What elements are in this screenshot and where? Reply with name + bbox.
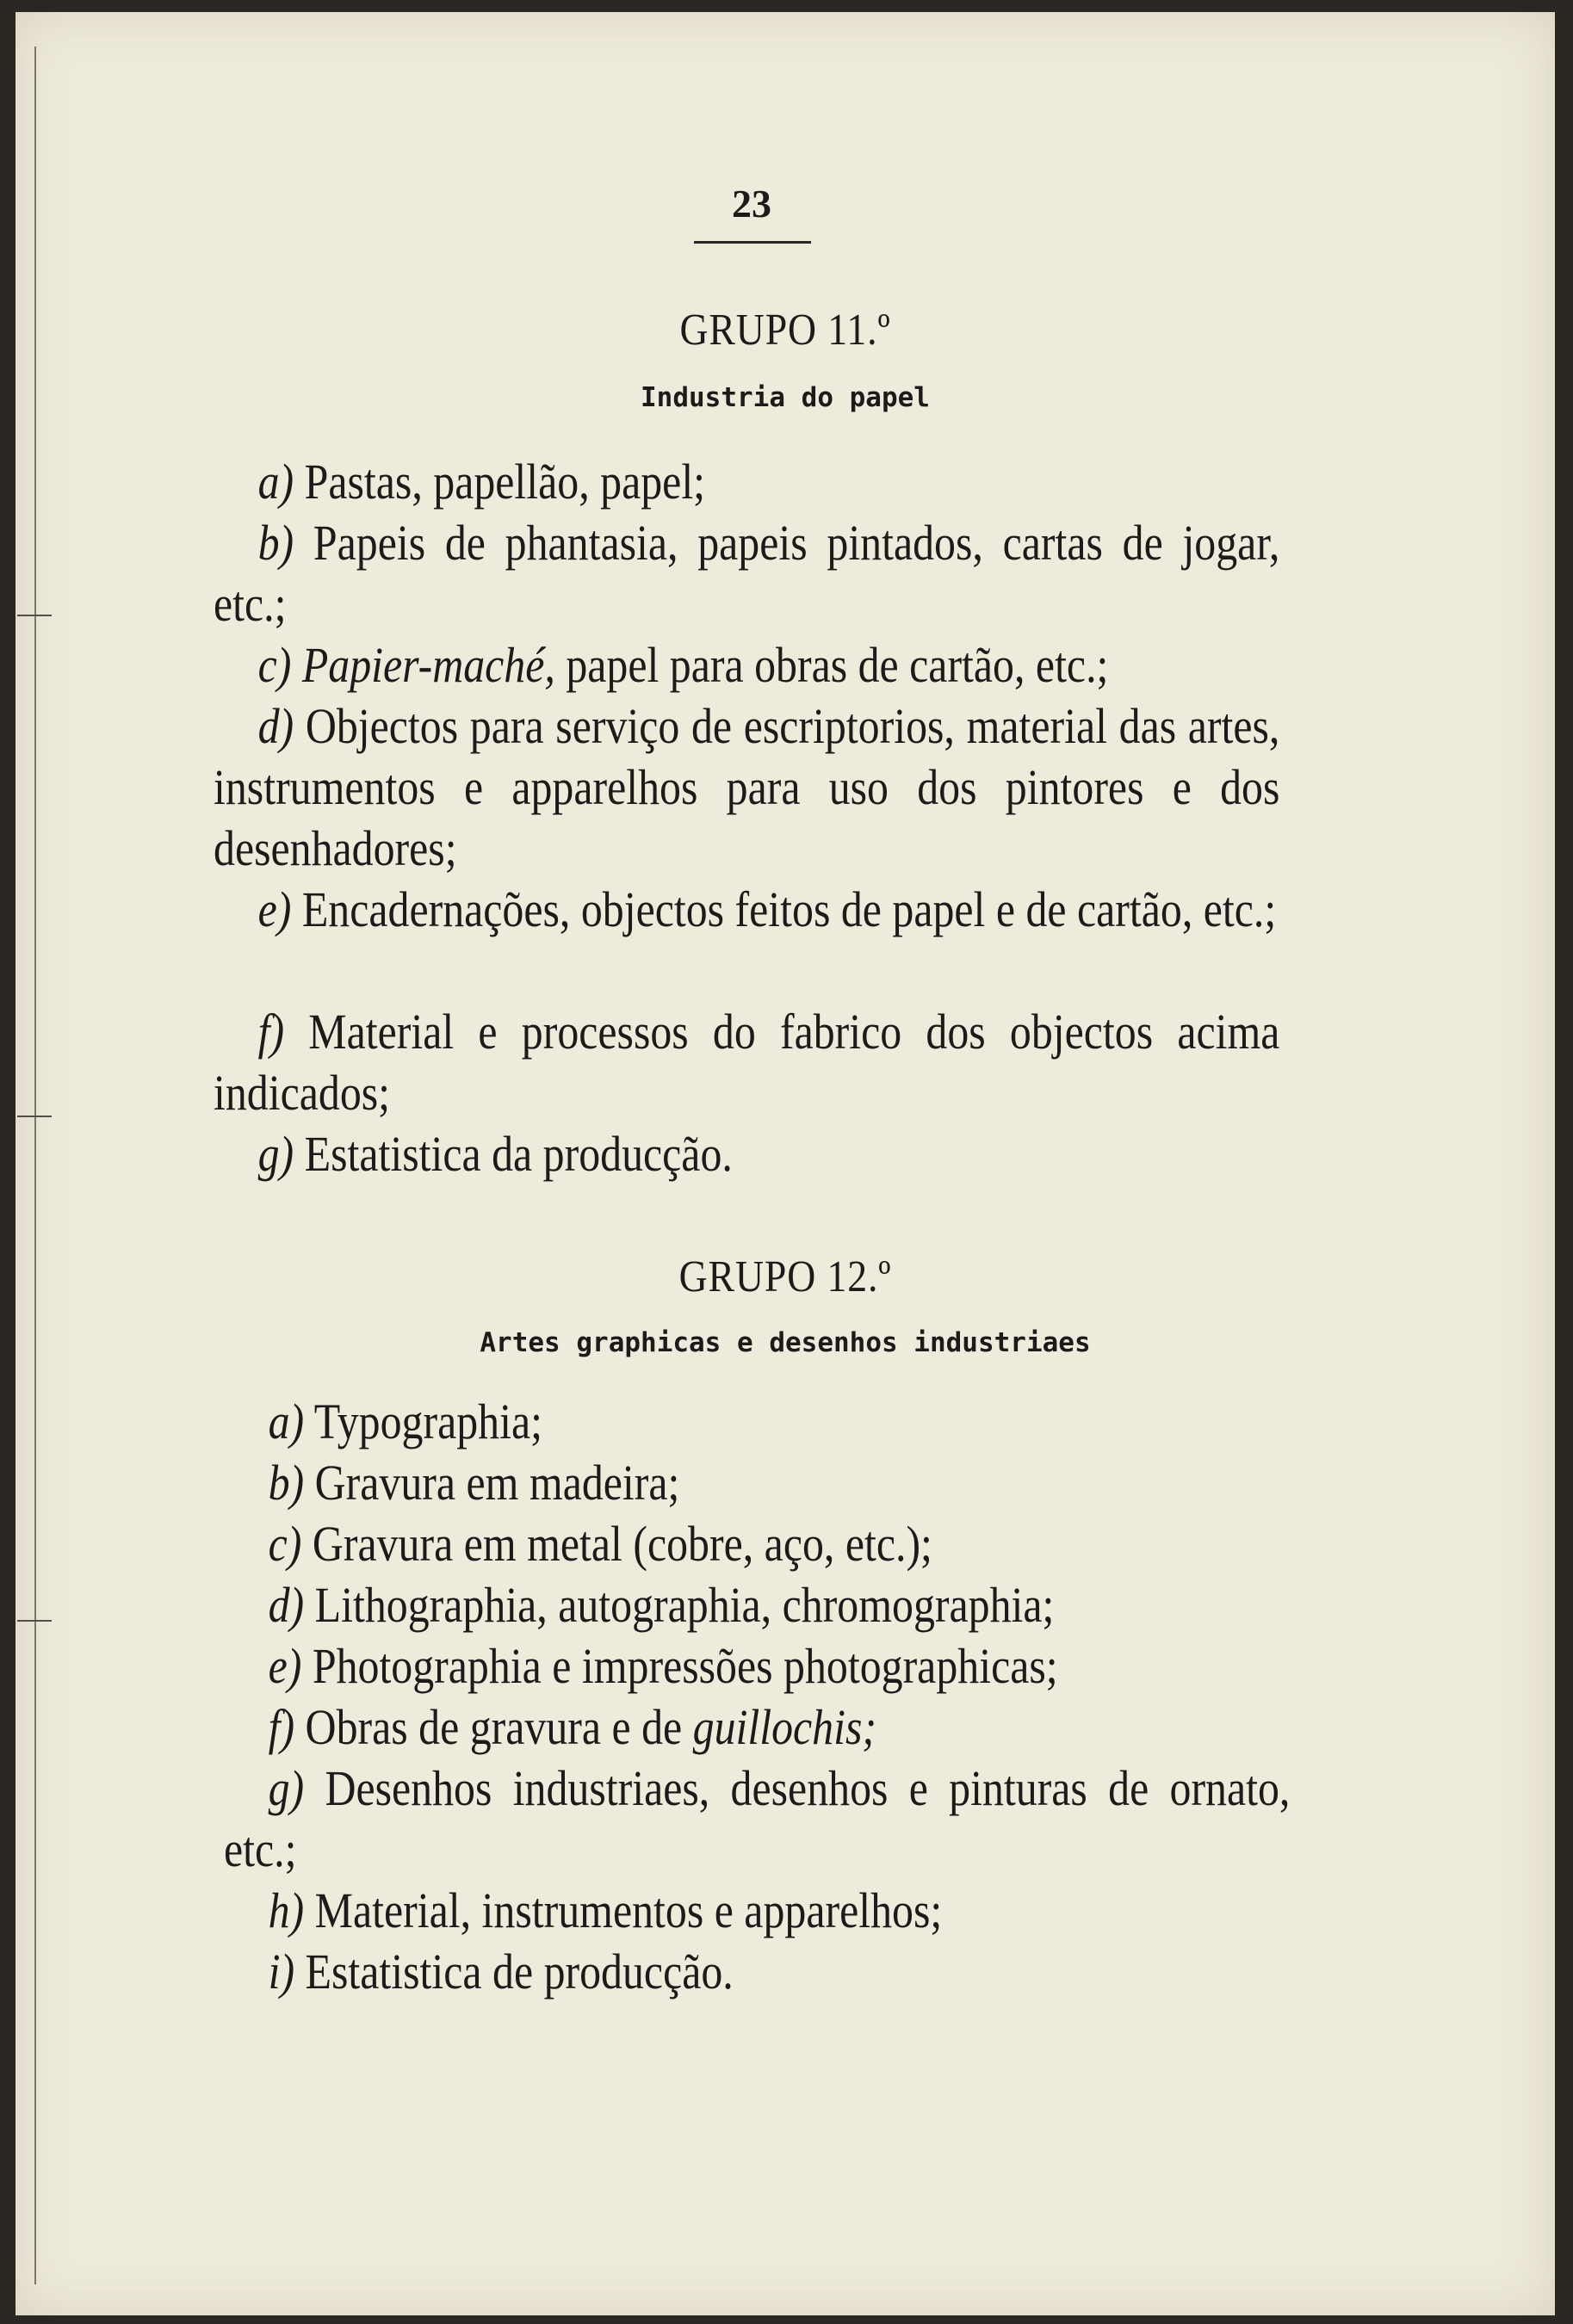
list-item <box>224 1513 1290 1574</box>
item-marker: a) <box>268 1394 305 1449</box>
item-marker: i) <box>268 1944 295 2000</box>
item-text: Material e processos do fabrico dos objectos acima indicados; <box>214 1004 1280 1121</box>
group-title: GRUPO 12.º <box>678 1252 892 1301</box>
list-item <box>224 1758 1290 1880</box>
list-item <box>224 1635 1290 1697</box>
list-item <box>214 512 1279 634</box>
item-marker: g) <box>257 1126 294 1182</box>
item-text: Estatistica de producção. <box>305 1944 734 2000</box>
page-number: 23 <box>732 182 771 226</box>
list-item <box>224 1880 1290 1941</box>
item-text: Estatistica da producção. <box>304 1126 733 1182</box>
list-item <box>214 695 1279 879</box>
item-marker: f) <box>257 1004 285 1060</box>
list-item <box>214 1123 1279 1184</box>
list-item <box>214 451 1279 512</box>
list-item <box>224 1697 1290 1758</box>
item-marker: d) <box>268 1577 305 1633</box>
list-item <box>224 1941 1290 2002</box>
item-text: Gravura em madeira; <box>314 1455 680 1511</box>
item-text: Obras de gravura e de <box>305 1699 683 1755</box>
item-marker: e) <box>257 881 292 937</box>
item-marker: a) <box>257 454 294 510</box>
book-page <box>15 12 1555 2315</box>
binding-mark <box>17 615 52 616</box>
item-text: Pastas, papellão, papel; <box>304 454 706 510</box>
list-item <box>224 1452 1290 1513</box>
item-text: Material, instrumentos e apparelhos; <box>314 1882 943 1938</box>
list-item <box>214 634 1279 695</box>
item-marker: c) <box>257 637 292 693</box>
group-subtitle: Industria do papel <box>641 382 930 413</box>
item-italic-text: guillochis; <box>692 1699 876 1755</box>
item-marker: b) <box>257 515 294 571</box>
item-marker: g) <box>268 1760 305 1816</box>
list-item <box>224 1391 1290 1452</box>
group-title: GRUPO 11.º <box>679 306 891 355</box>
item-marker: b) <box>268 1455 305 1511</box>
item-text: Papeis de phantasia, papeis pintados, cartas de jogar, etc.; <box>214 515 1280 632</box>
item-marker: h) <box>268 1882 305 1938</box>
group-subtitle: Artes graphicas e desenhos industriaes <box>480 1327 1091 1358</box>
item-text: Objectos para serviço de escriptorios, material das artes, instrumentos e apparelhos para uso dos pintores e dos desenhadores; <box>214 698 1280 876</box>
item-italic-text: Papier-maché, <box>301 637 555 693</box>
item-text: Typographia; <box>313 1394 542 1449</box>
list-item <box>214 1001 1279 1123</box>
list-item <box>224 1574 1290 1635</box>
list-item <box>214 879 1279 940</box>
binding-mark <box>17 1116 52 1117</box>
item-marker: c) <box>268 1516 302 1572</box>
item-marker: e) <box>268 1638 302 1694</box>
item-text: Photographia e impressões photographicas; <box>312 1638 1058 1694</box>
item-marker: d) <box>257 698 294 754</box>
item-text: Gravura em metal (cobre, aço, etc.); <box>312 1516 932 1572</box>
item-text: Desenhos industriaes, desenhos e pinturas de ornato, etc.; <box>224 1760 1291 1877</box>
page-number-rule <box>694 241 811 244</box>
item-text: papel para obras de cartão, etc.; <box>566 637 1109 693</box>
binding-mark <box>17 1620 52 1622</box>
item-marker: f) <box>268 1699 295 1755</box>
item-text: Lithographia, autographia, chromographia; <box>314 1577 1055 1633</box>
item-text: Encadernações, objectos feitos de papel e de cartão, etc.; <box>301 881 1277 937</box>
